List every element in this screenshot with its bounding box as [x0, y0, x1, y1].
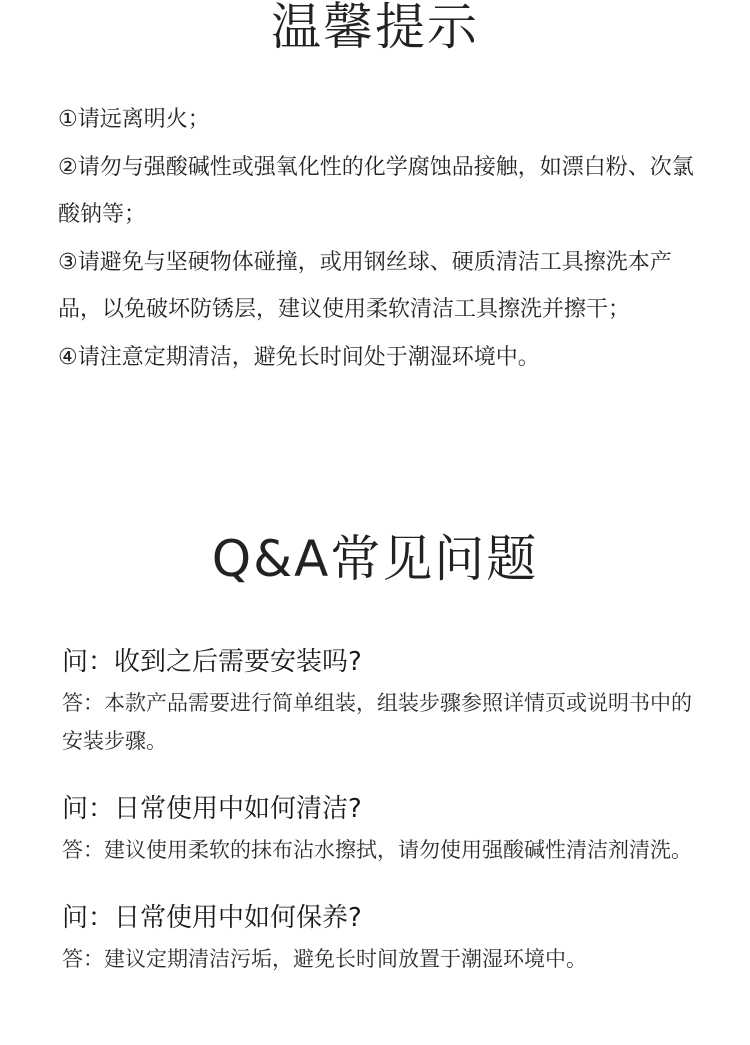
- qa-question: 问：日常使用中如何清洁?: [62, 794, 362, 824]
- qa-item: [62, 640, 702, 760]
- qa-item: [62, 787, 702, 869]
- qa-answer: 答：建议定期清洁污垢，避免长时间放置于潮湿环境中。: [62, 947, 587, 971]
- tip-item: ②请勿与强酸碱性或强氧化性的化学腐蚀品接触，如漂白粉、次氯酸钠等；: [58, 154, 694, 227]
- qa-answer: 答：建议使用柔软的抹布沾水擦拭，请勿使用强酸碱性清洁剂清洗。: [62, 838, 692, 862]
- tip-item: ③请避免与坚硬物体碰撞，或用钢丝球、硬质清洁工具擦洗本产品，以免破坏防锈层，建议使用柔软清洁工具擦洗并擦干；: [58, 249, 672, 322]
- tip-item: ④请注意定期清洁，避免长时间处于潮湿环境中。: [58, 344, 540, 370]
- qa-question: 问：日常使用中如何保养?: [62, 903, 362, 933]
- qa-list: [62, 640, 702, 1005]
- qa-title: Q&A常见问题: [211, 530, 539, 588]
- qa-item: [62, 896, 702, 978]
- qa-answer: 答：本款产品需要进行简单组装，组装步骤参照详情页或说明书中的安装步骤。: [62, 691, 692, 753]
- tip-item: ①请远离明火；: [58, 107, 210, 132]
- tips-list: [58, 96, 698, 381]
- qa-question: 问：收到之后需要安装吗?: [62, 647, 362, 677]
- tips-title: 温馨提示: [271, 0, 479, 56]
